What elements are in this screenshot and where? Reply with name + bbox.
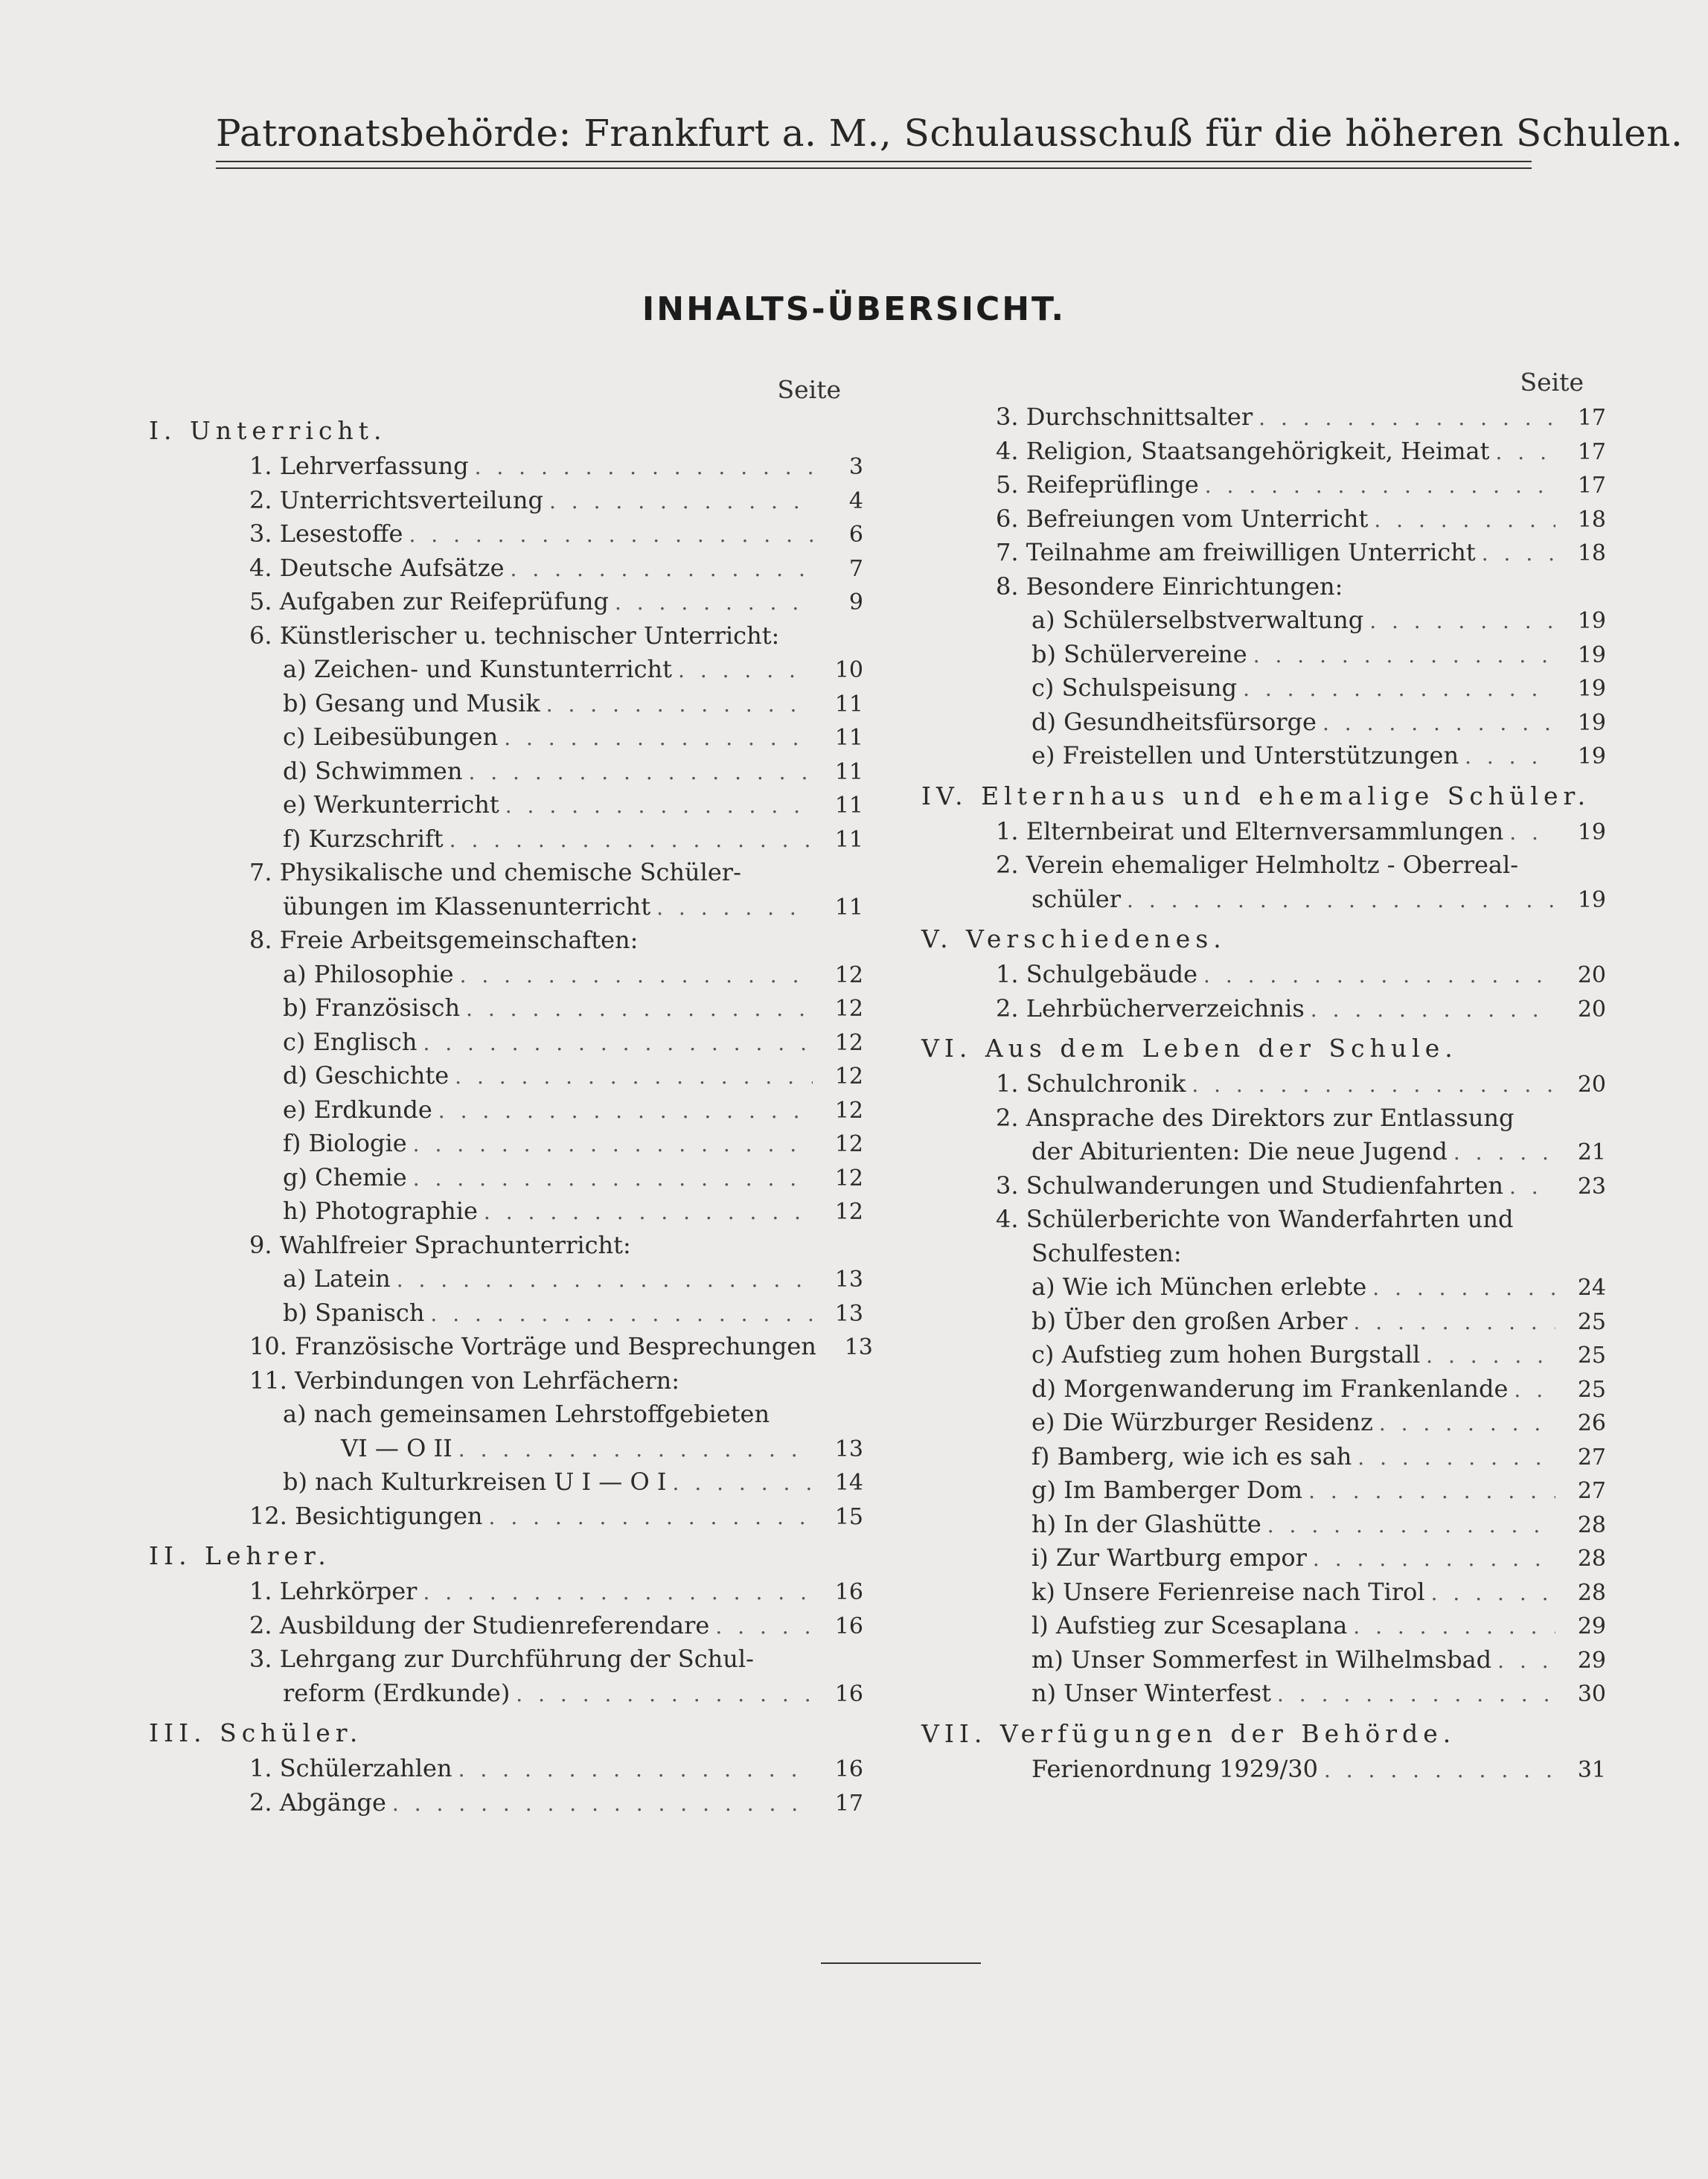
toc-entry-page: 27 [1577,1444,1606,1471]
toc-entry-page: 21 [1577,1139,1606,1165]
toc-entry-label: e) Werkunterricht [283,790,499,819]
toc-left-list [149,412,873,1820]
toc-entry [921,468,1606,502]
bottom-rule [821,1962,981,1964]
toc-entry-label: d) Gesundheitsfürsorge [1031,707,1317,736]
toc-entry-page: 17 [1577,473,1606,499]
toc-entry-label: b) Gesang und Musik [283,688,540,717]
toc-entry [921,1203,1606,1237]
toc-entry-label: b) Französisch [283,993,461,1022]
toc-entry-page: 13 [834,1436,863,1462]
toc-entry [921,848,1606,883]
toc-entry-label: Ferienordnung 1929/30 [1031,1754,1318,1783]
toc-entry-page: 28 [1577,1579,1606,1606]
toc-section-heading: III. Schüler. [149,1718,363,1747]
toc-entry-label: k) Unsere Ferienreise nach Tirol [1031,1577,1425,1606]
toc-entry-label: 1. Elternbeirat und Elternversammlungen [996,816,1504,845]
leader-dots [409,518,813,552]
toc-entry-page: 12 [834,961,863,988]
toc-entry-label: c) Schulspeisung [1031,673,1238,702]
toc-section-heading: I. Unterricht. [149,416,387,445]
leader-dots [673,1466,813,1500]
toc-entry [149,1752,863,1786]
toc-entry-label: n) Unser Winterfest [1031,1679,1271,1707]
toc-entry [921,1270,1606,1305]
toc-entry-label: VI — O II [341,1433,452,1462]
leader-dots [1426,1339,1555,1373]
toc-left-column [149,372,873,1820]
toc-entry-label: 1. Lehrverfassung [249,452,469,480]
toc-entry-page: 19 [1577,819,1606,845]
toc-entry-page: 18 [1577,506,1606,533]
leader-dots [1203,959,1555,993]
seite-label-left: Seite [777,375,841,404]
toc-entry [921,1169,1606,1203]
toc-section-heading: IV. Elternhaus und ehemalige Schüler. [921,781,1591,810]
leader-dots [475,450,813,484]
toc-entry-label: 4. Schülerberichte von Wanderfahrten und [996,1205,1514,1233]
toc-entry-page: 25 [1577,1376,1606,1403]
toc-entry-page: 18 [1577,540,1606,566]
toc-entry-label: 2. Ausbildung der Studienreferendare [249,1610,710,1639]
toc-entry [921,1372,1606,1407]
toc-entry [149,1575,863,1609]
leader-dots [458,1753,813,1787]
toc-entry-label: 12. Besichtigungen [249,1501,483,1530]
toc-entry-page: 28 [1577,1511,1606,1538]
toc-entry-page: 27 [1577,1478,1606,1504]
leader-dots [678,653,813,688]
toc-entry [149,517,863,551]
leader-dots [1514,1373,1555,1407]
toc-entry-label: e) Freistellen und Unterstützungen [1031,741,1459,769]
toc-entry-page: 12 [834,1199,863,1225]
header-double-rule [216,161,1532,169]
toc-entry-label: 2. Lehrbücherverzeichnis [996,993,1305,1023]
toc-entry [921,1440,1606,1474]
toc-entry-page: 26 [1577,1410,1606,1436]
leader-dots [1324,1753,1555,1788]
leader-dots [1465,740,1555,774]
leader-dots [1353,1610,1555,1644]
toc-entry [921,671,1606,705]
toc-entry [149,1609,863,1643]
toc-entry-label: g) Im Bamberger Dom [1031,1476,1303,1504]
toc-entry [149,1398,863,1432]
patronage-header: Patronatsbehörde: Frankfurt a. M., Schulausschuß für die höheren Schulen. [216,112,1683,155]
leader-dots [1322,706,1555,740]
toc-section-heading: VII. Verfügungen der Behörde. [921,1718,1456,1748]
toc-entry [149,1093,863,1127]
leader-dots [466,992,813,1026]
toc-entry-page: 16 [834,1613,863,1639]
leader-dots [413,1162,813,1196]
toc-entry-label: d) Schwimmen [283,756,463,785]
toc-entry [921,705,1606,740]
toc-entry [149,1364,863,1398]
toc-entry [921,1237,1606,1271]
toc-entry-label: 11. Verbindungen von Lehrfächern: [249,1366,679,1395]
leader-dots [1243,672,1555,706]
leader-dots [1497,1644,1555,1678]
toc-entry-page: 6 [848,522,863,548]
toc-entry [921,1609,1606,1643]
toc-entry [921,1406,1606,1440]
toc-entry [921,1677,1606,1711]
leader-dots [423,1575,813,1610]
toc-entry [921,1135,1606,1169]
leader-dots [438,1094,813,1128]
toc-entry-page: 19 [1577,676,1606,702]
toc-section-heading: II. Lehrer. [149,1541,331,1570]
toc-entry-label: g) Chemie [283,1162,407,1191]
toc-entry-page: 28 [1577,1546,1606,1572]
leader-dots [423,1026,813,1060]
toc-entry-label: Schulfesten: [1031,1238,1182,1267]
toc-entry-label: c) Aufstieg zum hohen Burgstall [1031,1340,1421,1369]
toc-entry [149,1161,863,1195]
toc-entry-page: 11 [834,725,863,751]
toc-entry-page: 11 [834,758,863,785]
toc-entry-label: 6. Künstlerischer u. technischer Unterricht: [249,621,780,650]
toc-entry-label: 3. Lehrgang zur Durchführung der Schul- [249,1645,754,1673]
leader-dots [1495,435,1555,470]
toc-entry [149,788,863,822]
leader-dots [1127,883,1555,918]
toc-entry [921,638,1606,672]
toc-entry-page: 12 [834,1063,863,1090]
toc-entry-page: 23 [1577,1173,1606,1200]
toc-entry-page: 12 [834,996,863,1022]
leader-dots [468,755,813,790]
toc-entry-page: 17 [1577,438,1606,465]
toc-entry-label: h) Photographie [283,1197,478,1225]
toc-entry-label: a) Philosophie [283,959,454,988]
leader-dots [504,721,813,755]
toc-entry [149,924,863,958]
toc-entry-label: d) Morgenwanderung im Frankenlande [1031,1374,1509,1403]
toc-section-heading: VI. Aus dem Leben der Schule. [921,1034,1458,1063]
toc-entry [149,1786,863,1820]
leader-dots [1453,1136,1555,1170]
toc-entry-label: 4. Religion, Staatsangehörigkeit, Heimat [996,436,1490,465]
toc-entry-page: 20 [1577,962,1606,988]
toc-entry-page: 19 [1577,743,1606,769]
leader-dots [656,891,813,925]
toc-entry [149,1127,863,1161]
leader-dots [1374,503,1555,537]
toc-entry-page: 11 [834,691,863,717]
toc-entry-page: 14 [834,1470,863,1496]
toc-entry-label: 2. Abgänge [249,1788,386,1817]
toc-entry-label: c) Leibesübungen [283,723,499,751]
toc-entry [149,720,863,755]
leader-dots [484,1195,813,1229]
toc-entry-label: b) Schülervereine [1031,639,1247,668]
toc-entry [149,1296,863,1331]
toc-entry-page: 19 [1577,608,1606,634]
leader-dots [516,1677,813,1712]
toc-entry-label: e) Erdkunde [283,1095,432,1124]
toc-entry-label: 3. Durchschnittsalter [996,403,1253,431]
toc-entry [921,570,1606,604]
toc-entry [149,687,863,721]
leader-dots [458,1433,813,1467]
toc-entry-label: f) Bamberg, wie ich es sah [1031,1442,1352,1471]
toc-entry-page: 12 [834,1131,863,1157]
leader-dots [546,688,813,722]
leader-dots [1192,1068,1555,1102]
toc-entry [149,1500,863,1534]
leader-dots [430,1297,813,1331]
toc-entry-label: 4. Deutsche Aufsätze [249,553,505,582]
toc-entry [921,958,1606,992]
toc-entry-page: 16 [834,1680,863,1707]
toc-entry-page: 4 [848,487,863,514]
seite-label-right: Seite [1520,368,1584,397]
toc-entry-page: 12 [834,1165,863,1191]
leader-dots [392,1787,813,1821]
leader-dots [1253,639,1555,673]
leader-dots [1277,1677,1555,1712]
toc-entry-label: 6. Befreiungen vom Unterricht [996,504,1369,533]
toc-entry-label: 8. Besondere Einrichtungen: [996,572,1343,601]
toc-entry-page: 3 [848,454,863,480]
toc-entry [149,1262,863,1296]
toc-entry [149,1432,863,1466]
toc-entry [149,1229,863,1263]
toc-entry [921,1067,1606,1101]
toc-entry [921,815,1606,849]
toc-entry-label: a) nach gemeinsamen Lehrstoffgebieten [283,1400,770,1428]
toc-entry-label: 2. Unterrichtsverteilung [249,485,543,514]
toc-entry [921,1508,1606,1542]
toc-entry-page: 11 [834,793,863,819]
toc-entry [921,536,1606,570]
toc-entry-label: 5. Aufgaben zur Reifeprüfung [249,587,609,615]
leader-dots [489,1500,813,1535]
toc-entry-label: h) In der Glashütte [1031,1509,1261,1538]
leader-dots [715,1610,813,1644]
toc-section-heading: V. Verschiedenes. [921,924,1226,953]
toc-entry [921,1643,1606,1677]
toc-entry-page: 20 [1577,1072,1606,1098]
leader-dots [1379,1407,1555,1441]
leader-dots [1258,401,1555,435]
toc-entry [149,856,863,890]
toc-entry-page: 12 [834,1097,863,1124]
leader-dots [1308,1474,1555,1508]
leader-dots [1313,1542,1555,1576]
toc-entry-page: 15 [834,1503,863,1530]
toc-entry-label: 1. Lehrkörper [249,1577,418,1605]
toc-entry-label: 5. Reifeprüflinge [996,470,1199,499]
toc-entry [149,619,863,653]
toc-entry [149,653,863,687]
toc-entry-page: 17 [1577,405,1606,431]
toc-entry [149,1642,863,1677]
toc-entry-label: d) Geschichte [283,1061,450,1090]
toc-entry-label: 10. Französische Vorträge und Besprechungen [249,1332,816,1360]
toc-entry-label: f) Biologie [283,1129,407,1157]
toc-entry [149,822,863,857]
toc-entry-label: 2. Ansprache des Direktors zur Entlassung [996,1103,1515,1132]
toc-entry [921,1474,1606,1508]
toc-entry [149,484,863,518]
toc-entry [149,991,863,1025]
toc-entry [149,449,863,484]
leader-dots [1311,993,1555,1027]
toc-entry-label: b) Spanisch [283,1298,425,1327]
leader-dots [1369,604,1555,639]
toc-entry [149,1059,863,1093]
toc-entry-page: 19 [1577,886,1606,913]
toc-entry [149,1025,863,1060]
toc-entry-page: 19 [1577,641,1606,668]
toc-entry-page: 13 [834,1300,863,1327]
toc-entry [149,585,863,619]
leader-dots [1372,1271,1555,1305]
leader-dots [615,586,813,620]
toc-entry [921,739,1606,773]
toc-entry-page: 11 [834,826,863,853]
toc-entry-label: 3. Schulwanderungen und Studienfahrten [996,1171,1503,1200]
toc-entry [921,1338,1606,1372]
toc-entry-page: 29 [1577,1647,1606,1674]
toc-entry-page: 13 [834,1267,863,1293]
leader-dots [511,552,813,586]
toc-entry-label: 1. Schulchronik [996,1069,1186,1098]
toc-entry-label: b) Über den großen Arber [1031,1306,1348,1335]
toc-entry-label: f) Kurzschrift [283,824,444,853]
toc-entry-label: 1. Schulgebäude [996,960,1198,988]
toc-entry-label: übungen im Klassenunterricht [283,892,651,921]
toc-entry-page: 9 [848,589,863,615]
toc-entry-page: 7 [848,555,863,582]
toc-entry-page: 17 [834,1790,863,1817]
toc-entry [149,551,863,586]
leader-dots [413,1127,813,1162]
leader-dots [1509,1170,1555,1204]
toc-entry-page: 16 [834,1756,863,1782]
toc-entry-label: 9. Wahlfreier Sprachunterricht: [249,1230,631,1259]
page-title: INHALTS-ÜBERSICHT. [642,290,1066,328]
leader-dots [1357,1441,1555,1475]
toc-entry-page: 12 [834,1029,863,1056]
toc-entry-page: 10 [834,657,863,683]
toc-entry-page: 31 [1577,1756,1606,1783]
toc-entry [149,890,863,924]
toc-entry-label: e) Die Würzburger Residenz [1031,1408,1373,1436]
toc-entry-label: reform (Erdkunde) [283,1678,511,1707]
toc-entry-label: 1. Schülerzahlen [249,1754,452,1782]
leader-dots [1431,1576,1555,1610]
toc-entry-label: 2. Verein ehemaliger Helmholtz - Oberreal- [996,851,1519,879]
toc-entry-page: 25 [1577,1308,1606,1335]
toc-entry-label: schüler [1031,884,1122,913]
toc-entry [921,1575,1606,1610]
toc-entry [149,1465,863,1500]
toc-entry [149,1330,873,1364]
leader-dots [1509,816,1555,850]
toc-entry-label: a) Wie ich München erlebte [1031,1273,1367,1301]
toc-entry [921,992,1606,1026]
toc-entry-page: 25 [1577,1343,1606,1369]
toc-entry-page: 19 [1577,709,1606,736]
leader-dots [460,959,813,993]
toc-entry [921,1541,1606,1575]
leader-dots [505,789,813,823]
leader-dots [1267,1508,1555,1543]
leader-dots [397,1263,813,1297]
toc-entry-label: 3. Lesestoffe [249,519,403,548]
toc-entry [921,502,1606,537]
toc-entry-label: c) Englisch [283,1027,418,1056]
toc-entry-page: 20 [1577,996,1606,1023]
leader-dots [455,1060,813,1094]
toc-entry-label: a) Schülerselbstverwaltung [1031,606,1364,634]
toc-entry-label: l) Aufstieg zur Scesaplana [1031,1611,1348,1639]
toc-entry-page: 11 [834,894,863,921]
toc-entry-label: m) Unser Sommerfest in Wilhelmsbad [1031,1645,1492,1674]
toc-entry-label: a) Zeichen- und Kunstunterricht [283,655,673,683]
leader-dots [450,823,813,857]
toc-entry [921,604,1606,638]
toc-entry-label: a) Latein [283,1264,391,1293]
toc-entry-label: b) nach Kulturkreisen U I — O I [283,1468,667,1496]
toc-entry [921,1753,1606,1787]
toc-entry-page: 13 [844,1334,873,1360]
toc-entry [149,1194,863,1229]
toc-entry-page: 16 [834,1579,863,1605]
toc-entry-label: 8. Freie Arbeitsgemeinschaften: [249,926,639,954]
toc-entry-label: i) Zur Wartburg empor [1031,1543,1307,1572]
leader-dots [1205,469,1555,503]
toc-entry [921,400,1606,435]
leader-dots [1353,1305,1555,1340]
toc-entry [149,958,863,992]
leader-dots [1482,537,1555,571]
toc-entry-page: 29 [1577,1613,1606,1639]
toc-entry-page: 24 [1577,1275,1606,1301]
toc-entry [921,435,1606,469]
toc-right-column [921,365,1606,1786]
toc-entry [149,1677,863,1711]
toc-entry [149,755,863,789]
toc-entry-label: 7. Teilnahme am freiwilligen Unterricht [996,538,1476,566]
toc-entry [921,1305,1606,1339]
toc-right-list [921,400,1606,1786]
toc-entry-label: 7. Physikalische und chemische Schüler- [249,858,741,886]
toc-entry-page: 30 [1577,1681,1606,1707]
toc-entry [921,883,1606,917]
toc-entry [921,1101,1606,1136]
toc-entry-label: der Abiturienten: Die neue Jugend [1031,1137,1448,1165]
leader-dots [549,484,813,519]
